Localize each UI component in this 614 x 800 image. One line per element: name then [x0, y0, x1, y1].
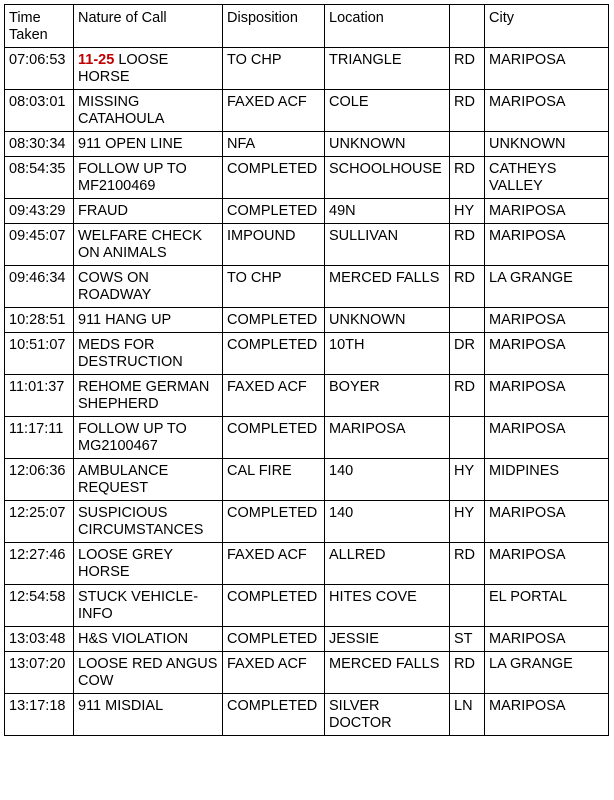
cell-location: [325, 48, 450, 90]
header-city: City: [485, 5, 609, 48]
cell-time-taken-text: 11:17:11: [9, 421, 64, 437]
cell-city-text: MARIPOSA: [489, 337, 566, 353]
cell-nature-of-call: [74, 652, 223, 694]
cell-nature-of-call: [74, 543, 223, 585]
cell-location-text: COLE: [329, 94, 369, 110]
cell-disposition: [223, 333, 325, 375]
cell-disposition-text: COMPLETED: [227, 631, 318, 647]
cell-nature-of-call: [74, 132, 223, 157]
cell-suffix-text: RD: [454, 161, 475, 177]
cell-nature-of-call: [74, 199, 223, 224]
cell-location: [325, 543, 450, 585]
cell-disposition: [223, 224, 325, 266]
cell-time-taken: [5, 585, 74, 627]
cell-disposition-text: COMPLETED: [227, 203, 318, 219]
cell-city: [485, 224, 609, 266]
call-log-body: [5, 48, 609, 736]
cell-location-text: JESSIE: [329, 631, 379, 647]
cell-suffix: [450, 266, 485, 308]
cell-location-text: 49N: [329, 203, 356, 219]
cell-suffix-text: RD: [454, 547, 475, 563]
cell-city-text: MARIPOSA: [489, 631, 566, 647]
cell-disposition: [223, 157, 325, 199]
header-row: [5, 5, 609, 48]
cell-location: [325, 694, 450, 736]
table-row: [5, 308, 609, 333]
cell-disposition: [223, 585, 325, 627]
cell-city: [485, 417, 609, 459]
cell-city-text: MIDPINES: [489, 463, 560, 479]
cell-nature-of-call: [74, 266, 223, 308]
cell-time-taken-text: 12:06:36: [9, 463, 66, 479]
call-code: 11-25: [78, 52, 115, 68]
cell-location-text: BOYER: [329, 379, 380, 395]
cell-nature-of-call: [74, 157, 223, 199]
cell-disposition-text: CAL FIRE: [227, 463, 292, 479]
cell-time-taken-text: 12:27:46: [9, 547, 66, 563]
cell-location: [325, 266, 450, 308]
cell-suffix-text: HY: [454, 505, 475, 521]
cell-suffix: [450, 627, 485, 652]
cell-suffix-text: RD: [454, 656, 475, 672]
cell-suffix: [450, 333, 485, 375]
cell-location-text: TRIANGLE: [329, 52, 402, 68]
cell-location: [325, 585, 450, 627]
cell-location: [325, 308, 450, 333]
cell-time-taken: [5, 48, 74, 90]
table-row: [5, 48, 609, 90]
cell-time-taken: [5, 132, 74, 157]
cell-disposition-text: COMPLETED: [227, 421, 318, 437]
cell-nature-of-call: [74, 48, 223, 90]
cell-location-text: SULLIVAN: [329, 228, 399, 244]
cell-nature-of-call-text: WELFARE CHECK ON ANIMALS: [78, 228, 203, 261]
cell-location: [325, 199, 450, 224]
table-row: [5, 501, 609, 543]
cell-disposition: [223, 132, 325, 157]
header-disposition: Disposition: [223, 5, 325, 48]
cell-nature-of-call: [74, 501, 223, 543]
table-row: [5, 333, 609, 375]
cell-suffix: [450, 501, 485, 543]
cell-nature-of-call: [74, 375, 223, 417]
cell-time-taken-text: 09:46:34: [9, 270, 66, 286]
cell-city: [485, 90, 609, 132]
cell-time-taken: [5, 627, 74, 652]
cell-time-taken: [5, 333, 74, 375]
table-row: [5, 543, 609, 585]
cell-time-taken-text: 13:03:48: [9, 631, 66, 647]
cell-suffix-text: LN: [454, 698, 473, 714]
cell-nature-of-call-text: H&S VIOLATION: [78, 631, 189, 647]
cell-nature-of-call-text: REHOME GERMAN SHEPHERD: [78, 379, 210, 412]
table-row: [5, 459, 609, 501]
cell-nature-of-call-text: FOLLOW UP TO MG2100467: [78, 421, 187, 454]
cell-disposition-text: COMPLETED: [227, 698, 318, 714]
cell-suffix: [450, 543, 485, 585]
cell-location-text: MARIPOSA: [329, 421, 406, 437]
cell-city: [485, 308, 609, 333]
cell-suffix: [450, 694, 485, 736]
header-suffix: [450, 5, 485, 48]
cell-nature-of-call-text: MISSING CATAHOULA: [78, 94, 165, 127]
cell-suffix: [450, 585, 485, 627]
cell-time-taken: [5, 90, 74, 132]
cell-nature-of-call-text: 911 MISDIAL: [78, 698, 164, 714]
cell-time-taken: [5, 199, 74, 224]
cell-time-taken-text: 08:54:35: [9, 161, 66, 177]
cell-city-text: CATHEYS VALLEY: [489, 161, 557, 194]
cell-nature-of-call: [74, 585, 223, 627]
cell-location: [325, 501, 450, 543]
cell-nature-of-call-text: LOOSE RED ANGUS COW: [78, 656, 218, 689]
table-row: [5, 652, 609, 694]
cell-suffix: [450, 652, 485, 694]
cell-time-taken: [5, 543, 74, 585]
cell-location: [325, 417, 450, 459]
table-row: [5, 627, 609, 652]
cell-nature-of-call: [74, 333, 223, 375]
cell-location-text: SILVER DOCTOR: [329, 698, 392, 731]
cell-disposition-text: COMPLETED: [227, 589, 318, 605]
cell-time-taken-text: 09:45:07: [9, 228, 66, 244]
table-row: [5, 417, 609, 459]
table-row: [5, 132, 609, 157]
cell-disposition: [223, 417, 325, 459]
cell-location: [325, 157, 450, 199]
cell-location-text: UNKNOWN: [329, 312, 406, 328]
cell-nature-of-call-text: AMBULANCE REQUEST: [78, 463, 169, 496]
cell-nature-of-call: [74, 308, 223, 333]
cell-disposition: [223, 543, 325, 585]
cell-city: [485, 585, 609, 627]
cell-city: [485, 501, 609, 543]
cell-city-text: MARIPOSA: [489, 203, 566, 219]
cell-suffix-text: RD: [454, 94, 475, 110]
cell-location-text: ALLRED: [329, 547, 386, 563]
cell-disposition-text: FAXED ACF: [227, 379, 307, 395]
cell-city-text: MARIPOSA: [489, 379, 566, 395]
header-time-taken: Time Taken: [5, 5, 74, 48]
cell-time-taken-text: 10:28:51: [9, 312, 66, 328]
cell-suffix-text: RD: [454, 270, 475, 286]
cell-time-taken: [5, 459, 74, 501]
cell-disposition-text: IMPOUND: [227, 228, 296, 244]
cell-time-taken: [5, 308, 74, 333]
cell-suffix: [450, 90, 485, 132]
cell-time-taken: [5, 652, 74, 694]
cell-disposition-text: TO CHP: [227, 52, 282, 68]
cell-city-text: LA GRANGE: [489, 656, 573, 672]
cell-location-text: 140: [329, 505, 354, 521]
cell-suffix: [450, 224, 485, 266]
cell-time-taken-text: 11:01:37: [9, 379, 65, 395]
cell-suffix-text: RD: [454, 52, 475, 68]
cell-city: [485, 157, 609, 199]
cell-suffix: [450, 417, 485, 459]
cell-time-taken: [5, 157, 74, 199]
cell-suffix-text: HY: [454, 463, 475, 479]
cell-time-taken: [5, 224, 74, 266]
table-row: [5, 157, 609, 199]
cell-time-taken-text: 09:43:29: [9, 203, 66, 219]
cell-city-text: MARIPOSA: [489, 52, 566, 68]
cell-city-text: LA GRANGE: [489, 270, 573, 286]
cell-city: [485, 333, 609, 375]
cell-city-text: MARIPOSA: [489, 505, 566, 521]
cell-suffix: [450, 48, 485, 90]
call-log-table: [4, 4, 609, 736]
cell-city-text: MARIPOSA: [489, 547, 566, 563]
cell-disposition-text: COMPLETED: [227, 337, 318, 353]
cell-city: [485, 543, 609, 585]
cell-location: [325, 132, 450, 157]
cell-disposition-text: COMPLETED: [227, 161, 318, 177]
cell-nature-of-call-text: COWS ON ROADWAY: [78, 270, 152, 303]
cell-time-taken-text: 10:51:07: [9, 337, 66, 353]
cell-city: [485, 652, 609, 694]
cell-location-text: MERCED FALLS: [329, 270, 440, 286]
cell-disposition-text: COMPLETED: [227, 505, 318, 521]
cell-disposition: [223, 90, 325, 132]
table-row: [5, 224, 609, 266]
cell-disposition-text: NFA: [227, 136, 256, 152]
cell-city-text: MARIPOSA: [489, 94, 566, 110]
cell-time-taken-text: 12:25:07: [9, 505, 66, 521]
cell-time-taken: [5, 375, 74, 417]
cell-location-text: SCHOOLHOUSE: [329, 161, 442, 177]
cell-time-taken: [5, 694, 74, 736]
cell-suffix: [450, 375, 485, 417]
cell-time-taken-text: 07:06:53: [9, 52, 66, 68]
cell-location: [325, 375, 450, 417]
cell-time-taken: [5, 501, 74, 543]
cell-suffix: [450, 459, 485, 501]
cell-disposition-text: FAXED ACF: [227, 547, 307, 563]
cell-disposition: [223, 48, 325, 90]
header-nature-of-call: Nature of Call: [74, 5, 223, 48]
cell-disposition-text: FAXED ACF: [227, 94, 307, 110]
cell-nature-of-call-text: 911 OPEN LINE: [78, 136, 183, 152]
cell-suffix: [450, 157, 485, 199]
cell-location: [325, 333, 450, 375]
cell-suffix: [450, 308, 485, 333]
cell-city-text: MARIPOSA: [489, 698, 566, 714]
cell-suffix-text: DR: [454, 337, 475, 353]
cell-disposition-text: TO CHP: [227, 270, 282, 286]
cell-disposition-text: FAXED ACF: [227, 656, 307, 672]
cell-disposition: [223, 694, 325, 736]
cell-time-taken-text: 08:03:01: [9, 94, 66, 110]
cell-city: [485, 266, 609, 308]
cell-location: [325, 627, 450, 652]
cell-city-text: MARIPOSA: [489, 421, 566, 437]
cell-disposition-text: COMPLETED: [227, 312, 318, 328]
cell-location-text: UNKNOWN: [329, 136, 406, 152]
cell-location: [325, 90, 450, 132]
cell-city-text: EL PORTAL: [489, 589, 567, 605]
cell-nature-of-call-text: STUCK VEHICLE-INFO: [78, 589, 199, 622]
cell-location: [325, 459, 450, 501]
cell-disposition: [223, 199, 325, 224]
cell-disposition: [223, 266, 325, 308]
cell-city-text: MARIPOSA: [489, 228, 566, 244]
cell-nature-of-call: [74, 224, 223, 266]
header-location: Location: [325, 5, 450, 48]
cell-suffix-text: RD: [454, 379, 475, 395]
cell-nature-of-call-text: FRAUD: [78, 203, 128, 219]
cell-city-text: UNKNOWN: [489, 136, 566, 152]
cell-nature-of-call: [74, 417, 223, 459]
cell-city: [485, 375, 609, 417]
table-row: [5, 90, 609, 132]
cell-city: [485, 48, 609, 90]
cell-nature-of-call: [74, 459, 223, 501]
cell-location-text: 140: [329, 463, 354, 479]
cell-city: [485, 694, 609, 736]
cell-time-taken: [5, 417, 74, 459]
table-row: [5, 585, 609, 627]
cell-suffix-text: HY: [454, 203, 475, 219]
cell-suffix: [450, 199, 485, 224]
cell-time-taken-text: 13:17:18: [9, 698, 66, 714]
table-row: [5, 375, 609, 417]
cell-nature-of-call-text: MEDS FOR DESTRUCTION: [78, 337, 183, 370]
cell-city: [485, 132, 609, 157]
table-row: [5, 266, 609, 308]
cell-location: [325, 224, 450, 266]
cell-time-taken-text: 08:30:34: [9, 136, 66, 152]
call-log-sheet: [4, 4, 608, 736]
cell-city: [485, 459, 609, 501]
cell-nature-of-call: [74, 694, 223, 736]
cell-location-text: 10TH: [329, 337, 365, 353]
cell-nature-of-call-text: LOOSE HORSE: [78, 52, 169, 85]
cell-nature-of-call-text: 911 HANG UP: [78, 312, 172, 328]
cell-city-text: MARIPOSA: [489, 312, 566, 328]
cell-disposition: [223, 375, 325, 417]
cell-city: [485, 627, 609, 652]
cell-disposition: [223, 501, 325, 543]
cell-city: [485, 199, 609, 224]
cell-time-taken-text: 13:07:20: [9, 656, 66, 672]
table-row: [5, 694, 609, 736]
table-row: [5, 199, 609, 224]
cell-disposition: [223, 627, 325, 652]
cell-suffix: [450, 132, 485, 157]
cell-suffix-text: RD: [454, 228, 475, 244]
cell-nature-of-call: [74, 90, 223, 132]
cell-location-text: HITES COVE: [329, 589, 417, 605]
cell-nature-of-call-text: SUSPICIOUS CIRCUMSTANCES: [78, 505, 204, 538]
cell-disposition: [223, 652, 325, 694]
cell-nature-of-call-text: FOLLOW UP TO MF2100469: [78, 161, 187, 194]
cell-disposition: [223, 308, 325, 333]
cell-suffix-text: ST: [454, 631, 473, 647]
cell-nature-of-call-text: LOOSE GREY HORSE: [78, 547, 173, 580]
cell-disposition: [223, 459, 325, 501]
cell-time-taken: [5, 266, 74, 308]
cell-time-taken-text: 12:54:58: [9, 589, 66, 605]
cell-location: [325, 652, 450, 694]
cell-nature-of-call: [74, 627, 223, 652]
cell-location-text: MERCED FALLS: [329, 656, 440, 672]
